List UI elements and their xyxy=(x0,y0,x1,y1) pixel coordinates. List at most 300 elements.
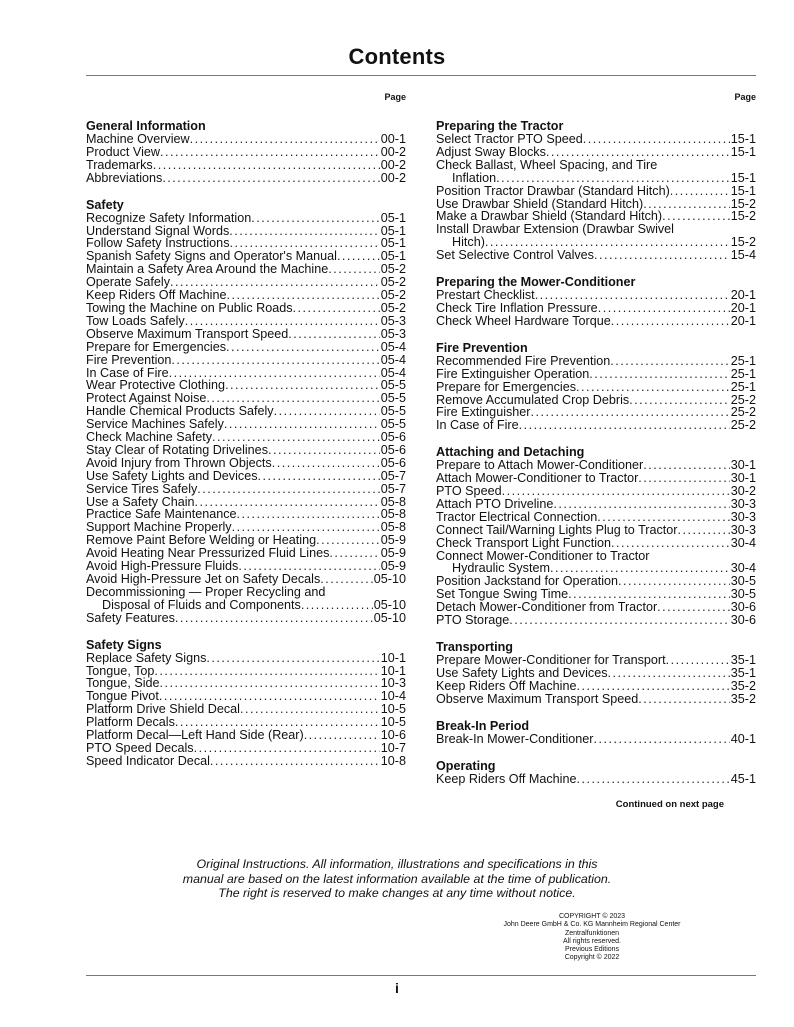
dot-leader xyxy=(154,665,379,678)
toc-entry[interactable] xyxy=(436,249,756,262)
entry-title: Platform Decal—Left Hand Side (Rear) xyxy=(86,728,304,743)
toc-right-column xyxy=(436,91,756,810)
dot-leader xyxy=(610,355,729,368)
entry-page: 00-2 xyxy=(380,157,406,172)
entry-page: 05-1 xyxy=(380,249,406,264)
entry-page: 05-9 xyxy=(380,533,406,548)
toc-entry[interactable] xyxy=(436,614,756,627)
toc-entry[interactable] xyxy=(86,444,406,457)
dot-leader xyxy=(643,459,730,472)
dot-leader xyxy=(594,249,730,262)
entry-title: Use Drawbar Shield (Standard Hitch) xyxy=(436,196,644,211)
entry-page: 35-2 xyxy=(730,691,756,706)
continued-note: Continued on next page xyxy=(615,799,724,811)
copyright-line: Previous Editions xyxy=(564,946,620,954)
page-title: Contents xyxy=(348,44,446,69)
dot-leader xyxy=(553,498,729,511)
entry-title: Tractor Electrical Connection xyxy=(436,509,598,524)
entry-page: 05-6 xyxy=(380,430,406,445)
toc-entry[interactable] xyxy=(86,457,406,470)
entry-title: Use a Safety Chain xyxy=(86,494,195,509)
entry-page: 30-3 xyxy=(730,496,756,511)
toc-entry[interactable] xyxy=(436,511,756,524)
dot-leader xyxy=(268,444,380,457)
dot-leader xyxy=(185,315,380,328)
entry-page: 15-2 xyxy=(730,209,756,224)
entry-title: Prepare for Emergencies xyxy=(436,379,576,394)
entry-title: In Case of Fire xyxy=(86,365,169,380)
copyright-line: Zentralfunktionen xyxy=(564,929,620,937)
entry-page: 30-5 xyxy=(730,574,756,589)
entry-title: Handle Chemical Products Safely xyxy=(86,404,274,419)
toc-entry[interactable] xyxy=(86,483,406,496)
dot-leader xyxy=(288,328,380,341)
entry-page: 15-1 xyxy=(730,144,756,159)
entry-page: 05-4 xyxy=(380,352,406,367)
dot-leader xyxy=(293,302,380,315)
entry-page: 10-8 xyxy=(380,753,406,768)
entry-page: 05-10 xyxy=(373,610,406,625)
entry-page: 05-4 xyxy=(380,339,406,354)
entry-page: 05-10 xyxy=(373,597,406,612)
entry-page: 30-1 xyxy=(730,458,756,473)
entry-page: 10-1 xyxy=(380,650,406,665)
entry-title: Select Tractor PTO Speed xyxy=(436,132,583,146)
dot-leader xyxy=(301,599,373,612)
toc-entry[interactable] xyxy=(436,302,756,315)
entry-title: PTO Speed xyxy=(436,484,502,499)
entry-page: 25-2 xyxy=(730,418,756,433)
dot-leader xyxy=(210,755,380,768)
dot-leader xyxy=(225,379,380,392)
dot-leader xyxy=(194,742,380,755)
entry-title: Prestart Checklist xyxy=(436,288,535,303)
entry-title: In Case of Fire xyxy=(436,418,519,433)
section-heading: Safety Signs xyxy=(86,637,162,652)
entry-title: Decommissioning — Proper Recycling and xyxy=(86,584,326,599)
toc-entry[interactable] xyxy=(436,667,756,680)
toc-section xyxy=(436,342,756,432)
entry-page: 05-2 xyxy=(380,275,406,290)
copyright-line: All rights reserved. xyxy=(563,937,621,945)
entry-page: 45-1 xyxy=(730,771,756,786)
entry-title: Connect Mower-Conditioner to Tractor xyxy=(436,548,650,563)
entry-page: 25-1 xyxy=(730,366,756,381)
entry-title: Platform Drive Shield Decal xyxy=(86,702,240,717)
dot-leader xyxy=(175,612,373,625)
dot-leader xyxy=(608,667,730,680)
entry-page: 00-2 xyxy=(380,170,406,185)
dot-leader xyxy=(258,470,380,483)
entry-page: 05-2 xyxy=(380,300,406,315)
entry-page: 15-2 xyxy=(730,196,756,211)
entry-title: Recommended Fire Prevention xyxy=(436,353,611,368)
entry-title: Adjust Sway Blocks xyxy=(436,144,546,159)
entry-title: Use Safety Lights and Devices xyxy=(436,665,608,680)
dot-leader xyxy=(240,703,380,716)
entry-page: 05-8 xyxy=(380,520,406,535)
dot-leader xyxy=(328,263,380,276)
toc-entry[interactable] xyxy=(86,315,406,328)
entry-page: 05-9 xyxy=(380,546,406,561)
dot-leader xyxy=(583,133,730,146)
dot-leader xyxy=(576,381,730,394)
section-heading: Preparing the Mower-Conditioner xyxy=(436,275,636,290)
entry-page: 25-1 xyxy=(730,379,756,394)
toc-section xyxy=(86,639,406,768)
section-heading: Attaching and Detaching xyxy=(436,445,585,460)
header-rule xyxy=(86,75,756,76)
entry-page: 05-4 xyxy=(380,365,406,380)
entry-title: Keep Riders Off Machine xyxy=(86,288,227,303)
toc-entry[interactable] xyxy=(436,498,756,511)
dot-leader xyxy=(611,315,730,328)
entry-page: 25-1 xyxy=(730,353,756,368)
dot-leader xyxy=(272,457,380,470)
dot-leader xyxy=(171,354,379,367)
entry-title: Safety Features xyxy=(86,610,175,625)
entry-page: 05-2 xyxy=(380,288,406,303)
toc-entry[interactable] xyxy=(86,599,406,612)
dot-leader xyxy=(576,680,729,693)
dot-leader xyxy=(274,405,380,418)
toc-entry[interactable] xyxy=(436,485,756,498)
entry-title: Avoid Injury from Thrown Objects xyxy=(86,455,272,470)
entry-title: Trademarks xyxy=(86,157,153,172)
toc-section xyxy=(436,446,756,627)
entry-title: Fire Extinguisher Operation xyxy=(436,366,590,381)
toc-entry[interactable] xyxy=(86,586,406,599)
toc-entry[interactable] xyxy=(436,773,756,786)
dot-leader xyxy=(162,172,379,185)
entry-page: 05-10 xyxy=(373,572,406,586)
toc-entry[interactable] xyxy=(436,654,756,667)
entry-page: 05-5 xyxy=(380,391,406,406)
entry-title: Practice Safe Maintenance xyxy=(86,507,237,522)
entry-title: Protect Against Noise xyxy=(86,391,207,406)
dot-leader xyxy=(496,172,730,185)
entry-title: Set Tongue Swing Time xyxy=(436,587,569,602)
dot-leader xyxy=(153,159,380,172)
entry-page: 05-8 xyxy=(380,507,406,522)
toc-section xyxy=(86,199,406,625)
entry-title: Set Selective Control Valves xyxy=(436,248,594,263)
dot-leader xyxy=(304,729,380,742)
entry-title: Support Machine Properly xyxy=(86,520,232,535)
entry-title: Tongue, Side xyxy=(86,676,160,691)
entry-page: 05-5 xyxy=(380,404,406,419)
entry-title: Avoid Heating Near Pressurized Fluid Lines xyxy=(86,546,330,561)
entry-title: Connect Tail/Warning Lights Plug to Tractor xyxy=(436,522,678,537)
entry-page: 10-3 xyxy=(380,676,406,691)
entry-page: 05-3 xyxy=(380,313,406,328)
entry-title: Avoid High-Pressure Jet on Safety Decals xyxy=(86,572,321,586)
toc-section xyxy=(86,120,406,185)
entry-title: Operate Safely xyxy=(86,275,171,290)
entry-title: Hitch) xyxy=(452,235,485,250)
dot-leader xyxy=(519,419,730,432)
dot-leader xyxy=(251,212,380,225)
entry-title: Prepare for Emergencies xyxy=(86,339,226,354)
dot-leader xyxy=(629,394,730,407)
entry-title: Tow Loads Safely xyxy=(86,313,185,328)
dot-leader xyxy=(212,431,380,444)
entry-title: Fire Extinguisher xyxy=(436,405,531,420)
toc-entry[interactable] xyxy=(86,652,406,665)
entry-title: PTO Speed Decals xyxy=(86,740,194,755)
entry-page: 30-3 xyxy=(730,509,756,524)
toc-entry[interactable] xyxy=(86,302,406,315)
toc-entry[interactable] xyxy=(86,354,406,367)
entry-page: 35-1 xyxy=(730,665,756,680)
entry-title: Use Safety Lights and Devices xyxy=(86,468,258,483)
entry-page: 05-5 xyxy=(380,417,406,432)
toc-entry[interactable] xyxy=(86,172,406,185)
dot-leader xyxy=(678,524,730,537)
dot-leader xyxy=(237,508,380,521)
entry-title: Check Wheel Hardware Torque xyxy=(436,313,611,328)
footer-rule xyxy=(86,975,756,976)
entry-title: Towing the Machine on Public Roads xyxy=(86,300,293,315)
entry-title: Observe Maximum Transport Speed xyxy=(436,691,639,706)
entry-title: Prepare Mower-Conditioner for Transport xyxy=(436,653,666,667)
entry-title: Speed Indicator Decal xyxy=(86,753,210,768)
entry-title: Product View xyxy=(86,144,160,159)
copyright-block xyxy=(487,913,697,963)
toc-entry[interactable] xyxy=(436,172,756,185)
entry-page: 05-2 xyxy=(380,262,406,277)
entry-page: 30-3 xyxy=(730,522,756,537)
entry-page: 10-6 xyxy=(380,728,406,743)
entry-title: Inflation xyxy=(452,170,497,185)
dot-leader xyxy=(502,485,730,498)
copyright-line: Copyright © 2022 xyxy=(564,954,620,962)
dot-leader xyxy=(638,693,730,706)
entry-title: Position Jackstand for Operation xyxy=(436,574,619,589)
entry-page: 20-1 xyxy=(730,300,756,315)
dot-leader xyxy=(598,302,730,315)
entry-title: Avoid High-Pressure Fluids xyxy=(86,559,239,574)
dot-leader xyxy=(509,614,730,627)
toc-entry[interactable] xyxy=(86,133,406,146)
toc-entry[interactable] xyxy=(86,146,406,159)
entry-title: Keep Riders Off Machine xyxy=(436,771,577,786)
entry-page: 10-7 xyxy=(380,740,406,755)
entry-title: Check Machine Safety xyxy=(86,430,212,445)
toc-section xyxy=(436,120,756,262)
entry-page: 15-2 xyxy=(730,235,756,250)
entry-title: Fire Prevention xyxy=(86,352,172,367)
entry-title: Abbreviations xyxy=(86,170,163,185)
entry-title: Disposal of Fluids and Components xyxy=(102,597,301,612)
entry-title: Detach Mower-Conditioner from Tractor xyxy=(436,600,658,615)
dot-leader xyxy=(160,146,380,159)
toc-entry[interactable] xyxy=(86,755,406,768)
toc-entry[interactable] xyxy=(86,328,406,341)
entry-page: 05-5 xyxy=(380,378,406,393)
entry-page: 40-1 xyxy=(730,731,756,746)
toc-entry[interactable] xyxy=(436,419,756,432)
dot-leader xyxy=(593,733,729,746)
toc-entry[interactable] xyxy=(86,212,406,225)
entry-title: Position Tractor Drawbar (Standard Hitch) xyxy=(436,183,670,198)
entry-title: Spanish Safety Signs and Operator's Manual xyxy=(86,249,337,264)
dot-leader xyxy=(226,341,380,354)
toc-entry[interactable] xyxy=(86,612,406,625)
entry-page: 10-5 xyxy=(380,715,406,730)
entry-title: Keep Riders Off Machine xyxy=(436,678,577,693)
section-heading: Safety xyxy=(86,197,124,212)
entry-title: Replace Safety Signs xyxy=(86,650,207,665)
entry-page: 30-2 xyxy=(730,484,756,499)
entry-title: Check Tire Inflation Pressure xyxy=(436,300,598,315)
entry-page: 25-2 xyxy=(730,405,756,420)
toc-entry[interactable] xyxy=(436,368,756,381)
entry-page: 15-1 xyxy=(730,170,756,185)
toc-entry[interactable] xyxy=(436,680,756,693)
toc-entry[interactable] xyxy=(86,341,406,354)
entry-title: Service Tires Safely xyxy=(86,481,198,496)
entry-title: Wear Protective Clothing xyxy=(86,378,226,393)
entry-page: 05-1 xyxy=(380,236,406,251)
entry-page: 10-5 xyxy=(380,702,406,717)
dot-leader xyxy=(638,472,730,485)
toc-entry[interactable] xyxy=(436,355,756,368)
dot-leader xyxy=(190,133,380,146)
toc-entry[interactable] xyxy=(436,185,756,198)
toc-entry[interactable] xyxy=(436,133,756,146)
entry-page: 05-7 xyxy=(380,468,406,483)
dot-leader xyxy=(320,573,373,586)
entry-title: Service Machines Safely xyxy=(86,417,224,432)
entry-title: Make a Drawbar Shield (Standard Hitch) xyxy=(436,209,663,224)
toc-entry[interactable] xyxy=(86,431,406,444)
dot-leader xyxy=(531,406,730,419)
entry-page: 05-6 xyxy=(380,442,406,457)
notice-line: Original Instructions. All information, illustrations and specifications in this xyxy=(196,857,598,871)
dot-leader xyxy=(666,654,730,667)
entry-page: 15-4 xyxy=(730,248,756,263)
entry-page: 00-2 xyxy=(380,144,406,159)
entry-page: 05-8 xyxy=(380,494,406,509)
entry-page: 30-4 xyxy=(730,535,756,550)
entry-page: 30-5 xyxy=(730,587,756,602)
entry-title: Attach Mower-Conditioner to Tractor xyxy=(436,471,639,486)
entry-title: Check Transport Light Function xyxy=(436,535,612,550)
entry-page: 30-6 xyxy=(730,600,756,615)
entry-page: 10-4 xyxy=(380,689,406,704)
section-heading: Transporting xyxy=(436,640,513,654)
entry-title: Observe Maximum Transport Speed xyxy=(86,326,289,341)
entry-page: 10-1 xyxy=(380,663,406,678)
entry-title: Understand Signal Words xyxy=(86,223,230,238)
entry-title: Recognize Safety Information xyxy=(86,210,252,225)
toc-entry[interactable] xyxy=(436,733,756,746)
entry-page: 05-7 xyxy=(380,481,406,496)
entry-page: 30-4 xyxy=(730,561,756,576)
entry-page: 35-1 xyxy=(730,653,756,667)
publication-notice xyxy=(0,857,794,901)
dot-leader xyxy=(670,185,730,198)
notice-line: The right is reserved to make changes at any time without notice. xyxy=(218,886,576,900)
toc-section xyxy=(436,760,756,786)
dot-leader xyxy=(160,677,380,690)
section-heading: Fire Prevention xyxy=(436,340,528,355)
toc-section xyxy=(436,720,756,746)
dot-leader xyxy=(337,250,380,263)
dot-leader xyxy=(657,601,730,614)
toc-entry[interactable] xyxy=(436,524,756,537)
footer-page-number: i xyxy=(395,980,399,996)
entry-title: Check Ballast, Wheel Spacing, and Tire xyxy=(436,157,658,172)
entry-title: Attach PTO Driveline xyxy=(436,496,554,511)
dot-leader xyxy=(229,225,380,238)
dot-leader xyxy=(224,418,380,431)
toc-entry[interactable] xyxy=(86,742,406,755)
section-heading: General Information xyxy=(86,119,206,133)
entry-title: Tongue, Top xyxy=(86,663,155,678)
section-heading: Preparing the Tractor xyxy=(436,119,564,133)
toc-entry[interactable] xyxy=(436,381,756,394)
dot-leader xyxy=(597,511,730,524)
entry-title: Platform Decals xyxy=(86,715,175,730)
dot-leader xyxy=(197,483,379,496)
entry-page: 25-2 xyxy=(730,392,756,407)
copyright-line: John Deere GmbH & Co. KG Mannheim Regional Center xyxy=(503,921,681,929)
entry-page: 30-6 xyxy=(730,613,756,628)
entry-title: PTO Storage xyxy=(436,613,510,628)
entry-page: 20-1 xyxy=(730,313,756,328)
entry-page: 20-1 xyxy=(730,288,756,303)
toc-entry[interactable] xyxy=(86,470,406,483)
section-heading: Operating xyxy=(436,758,496,773)
toc-section xyxy=(436,276,756,328)
dot-leader xyxy=(329,547,379,560)
entry-title: Maintain a Safety Area Around the Machine xyxy=(86,262,329,277)
entry-title: Hydraulic System xyxy=(452,561,550,576)
entry-title: Stay Clear of Rotating Drivelines xyxy=(86,442,268,457)
entry-title: Remove Accumulated Crop Debris xyxy=(436,392,630,407)
entry-page: 15-1 xyxy=(730,132,756,146)
entry-title: Break-In Mower-Conditioner xyxy=(436,731,594,746)
toc-left-column xyxy=(86,91,406,782)
entry-page: 05-3 xyxy=(380,326,406,341)
toc-section xyxy=(436,641,756,706)
toc-entry[interactable] xyxy=(86,159,406,172)
section-heading: Break-In Period xyxy=(436,718,530,733)
entry-title: Prepare to Attach Mower-Conditioner xyxy=(436,458,644,473)
page-column-header: Page xyxy=(384,92,406,102)
page-column-header: Page xyxy=(734,92,756,102)
entry-page: 05-1 xyxy=(380,210,406,225)
entry-title: Tongue Pivot xyxy=(86,689,159,704)
entry-page: 05-6 xyxy=(380,455,406,470)
notice-line: manual are based on the latest information available at the time of publication. xyxy=(182,871,612,886)
copyright-line: COPYRIGHT © 2023 xyxy=(558,913,626,920)
toc-entry[interactable] xyxy=(436,315,756,328)
entry-title: Machine Overview xyxy=(86,132,190,146)
entry-page: 30-1 xyxy=(730,471,756,486)
dot-leader xyxy=(589,368,729,381)
entry-title: Follow Safety Instructions xyxy=(86,236,230,251)
toc-entry[interactable] xyxy=(436,159,756,172)
entry-page: 00-1 xyxy=(380,132,406,146)
toc-entry[interactable] xyxy=(436,693,756,706)
entry-page: 35-2 xyxy=(730,678,756,693)
entry-page: 15-1 xyxy=(730,183,756,198)
entry-title: Remove Paint Before Welding or Heating xyxy=(86,533,317,548)
entry-page: 05-1 xyxy=(380,223,406,238)
